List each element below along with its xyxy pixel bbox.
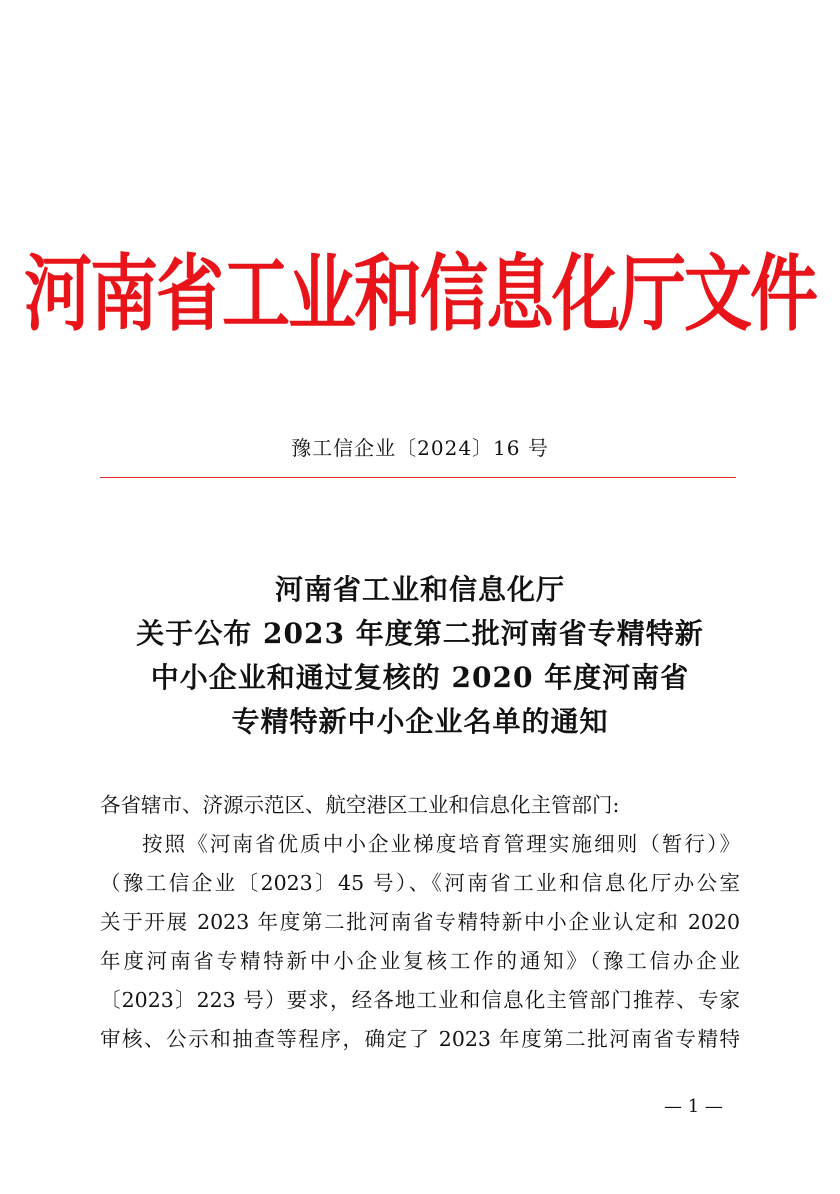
title-line: 河南省工业和信息化厅 xyxy=(274,573,565,606)
body-text xyxy=(100,786,740,1059)
title-line: 关于公布 2023 年度第二批河南省专精特新 xyxy=(136,617,704,650)
body-line: 〔2023〕223 号）要求，经各地工业和信息化主管部门推荐、专家 xyxy=(100,988,740,1012)
notice-title xyxy=(60,568,780,744)
page-number: — 1 — xyxy=(664,1096,723,1117)
body-line: 年度河南省专精特新中小企业复核工作的通知》（豫工信办企业 xyxy=(100,949,740,973)
masthead-title: 河南省工业和信息化厅文件 xyxy=(23,246,816,343)
document-number: 豫工信企业〔2024〕16 号 xyxy=(291,436,549,460)
title-line: 专精特新中小企业名单的通知 xyxy=(231,705,609,738)
body-line: 按照《河南省优质中小企业梯度培育管理实施细则（暂行）》 xyxy=(142,832,740,856)
masthead xyxy=(0,232,840,342)
body-line: 审核、公示和抽查等程序，确定了 2023 年度第二批河南省专精特 xyxy=(100,1027,740,1051)
body-line: 关于开展 2023 年度第二批河南省专精特新中小企业认定和 2020 xyxy=(100,910,740,934)
title-line: 中小企业和通过复核的 2020 年度河南省 xyxy=(150,661,690,694)
red-separator-line xyxy=(100,477,736,478)
body-line: （豫工信企业〔2023〕45 号）、《河南省工业和信息化厅办公室 xyxy=(100,871,740,895)
addressee: 各省辖市、济源示范区、航空港区工业和信息化主管部门: xyxy=(100,793,620,817)
